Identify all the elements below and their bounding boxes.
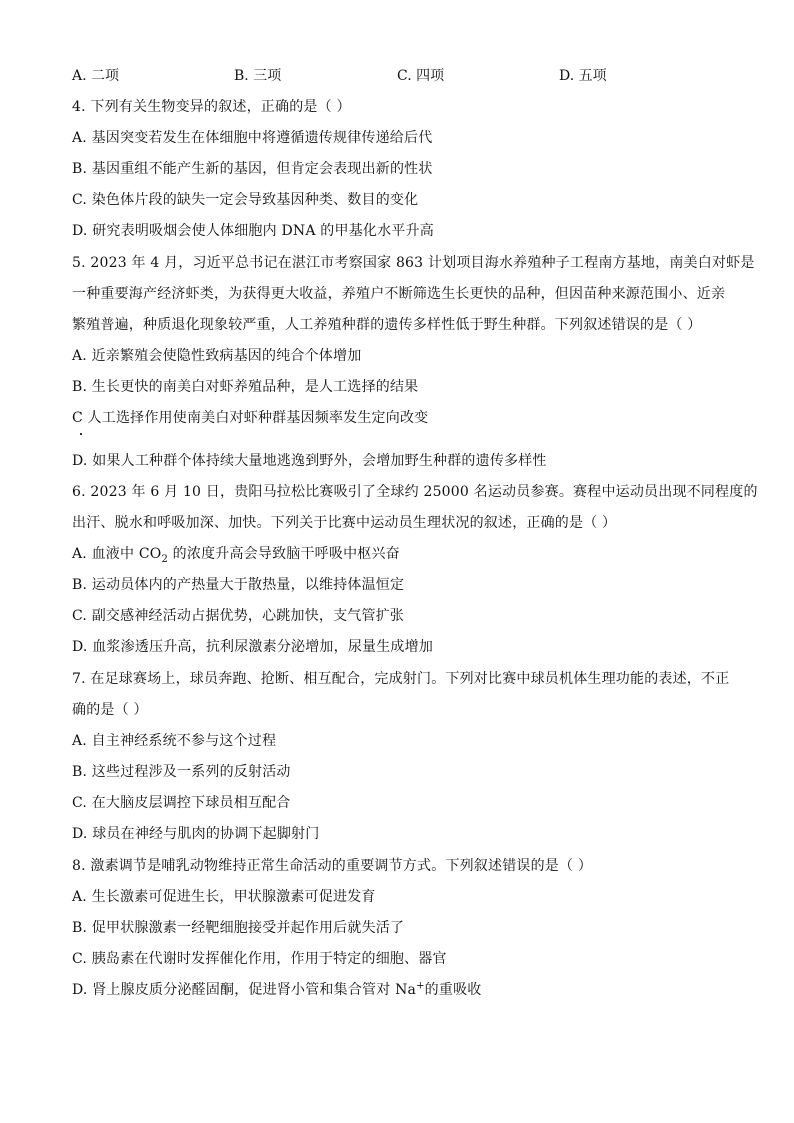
q7-stem-line-2: 确的是（ ）	[72, 702, 148, 718]
q3-option-b: B. 三项	[234, 68, 282, 84]
q5-stem-line-1: 5. 2023 年 4 月，习近平总书记在湛江市考察国家 863 计划项目海水养殖种子工程南方基地，南美白对虾是	[72, 255, 755, 271]
q3-options-row	[72, 66, 732, 86]
q6-option-a-subscript: 2	[161, 553, 169, 565]
q8-option-d-suffix: 的重吸收	[424, 982, 482, 998]
q3-option-d: D. 五项	[559, 68, 607, 84]
q8-stem: 8. 激素调节是哺乳动物维持正常生命活动的重要调节方式。下列叙述错误的是（ ）	[72, 858, 593, 874]
q6-option-d: D. 血浆渗透压升高，抗利尿激素分泌增加，尿量生成增加	[72, 639, 434, 655]
q4-option-c: C. 染色体片段的缺失一定会导致基因种类、数目的变化	[72, 192, 419, 208]
q8-option-a: A. 生长激素可促进生长，甲状腺激素可促进发育	[72, 889, 376, 905]
q4-option-a: A. 基因突变若发生在体细胞中将遵循遗传规律传递给后代	[72, 130, 433, 146]
q3-option-c: C. 四项	[397, 68, 445, 84]
q8-option-d-superscript: +	[416, 980, 425, 992]
q5-stem-line-3: 繁殖普遍，种质退化现象较严重，人工养殖种群的遗传多样性低于野生种群。下列叙述错误的是（ ）	[72, 317, 702, 333]
q8-option-d-prefix: D. 肾上腺皮质分泌醛固酮，促进肾小管和集合管对 Na	[72, 982, 417, 998]
q7-option-c: C. 在大脑皮层调控下球员相互配合	[72, 795, 291, 811]
q7-option-b: B. 这些过程涉及一系列的反射活动	[72, 764, 291, 780]
q5-stem-line-2: 一种重要海产经济虾类，为获得更大收益，养殖户不断筛选生长更快的品种，但因苗种来源范围小、近亲	[72, 286, 726, 302]
q3-option-a: A. 二项	[72, 68, 120, 84]
q4-option-d: D. 研究表明吸烟会使人体细胞内 DNA 的甲基化水平升高	[72, 223, 434, 239]
q8-option-b: B. 促甲状腺激素一经靶细胞接受并起作用后就失活了	[72, 920, 405, 936]
stray-period-mark	[80, 433, 82, 435]
q6-stem-line-2: 出汗、脱水和呼吸加深、加快。下列关于比赛中运动员生理状况的叙述，正确的是（ ）	[72, 515, 617, 531]
q7-stem-line-1: 7. 在足球赛场上，球员奔跑、抢断、相互配合，完成射门。下列对比赛中球员机体生理功能的表述，不正	[72, 671, 730, 687]
q6-option-a	[72, 544, 732, 564]
q4-option-b: B. 基因重组不能产生新的基因，但肯定会表现出新的性状	[72, 161, 433, 177]
q8-option-d	[72, 980, 732, 1000]
q8-option-c: C. 胰岛素在代谢时发挥催化作用，作用于特定的细胞、器官	[72, 951, 447, 967]
q7-option-a: A. 自主神经系统不参与这个过程	[72, 733, 277, 749]
q5-option-b: B. 生长更快的南美白对虾养殖品种，是人工选择的结果	[72, 379, 419, 395]
q6-option-a-suffix: 的浓度升高会导致脑干呼吸中枢兴奋	[168, 546, 400, 562]
q6-option-b: B. 运动员体内的产热量大于散热量，以维持体温恒定	[72, 577, 405, 593]
q5-option-c: C 人工选择作用使南美白对虾种群基因频率发生定向改变	[72, 410, 429, 426]
q5-option-a: A. 近亲繁殖会使隐性致病基因的纯合个体增加	[72, 348, 362, 364]
q5-option-d: D. 如果人工种群个体持续大量地逃逸到野外，会增加野生种群的遗传多样性	[72, 453, 547, 469]
q6-option-c: C. 副交感神经活动占据优势，心跳加快，支气管扩张	[72, 608, 405, 624]
q4-stem: 4. 下列有关生物变异的叙述，正确的是（ ）	[72, 99, 351, 115]
q7-option-d: D. 球员在神经与肌肉的协调下起脚射门	[72, 826, 320, 842]
q6-stem-line-1: 6. 2023 年 6 月 10 日，贵阳马拉松比赛吸引了全球约 25000 名运动员参赛。赛程中运动员出现不同程度的	[72, 484, 758, 500]
q6-option-a-prefix: A. 血液中 CO	[72, 546, 162, 562]
